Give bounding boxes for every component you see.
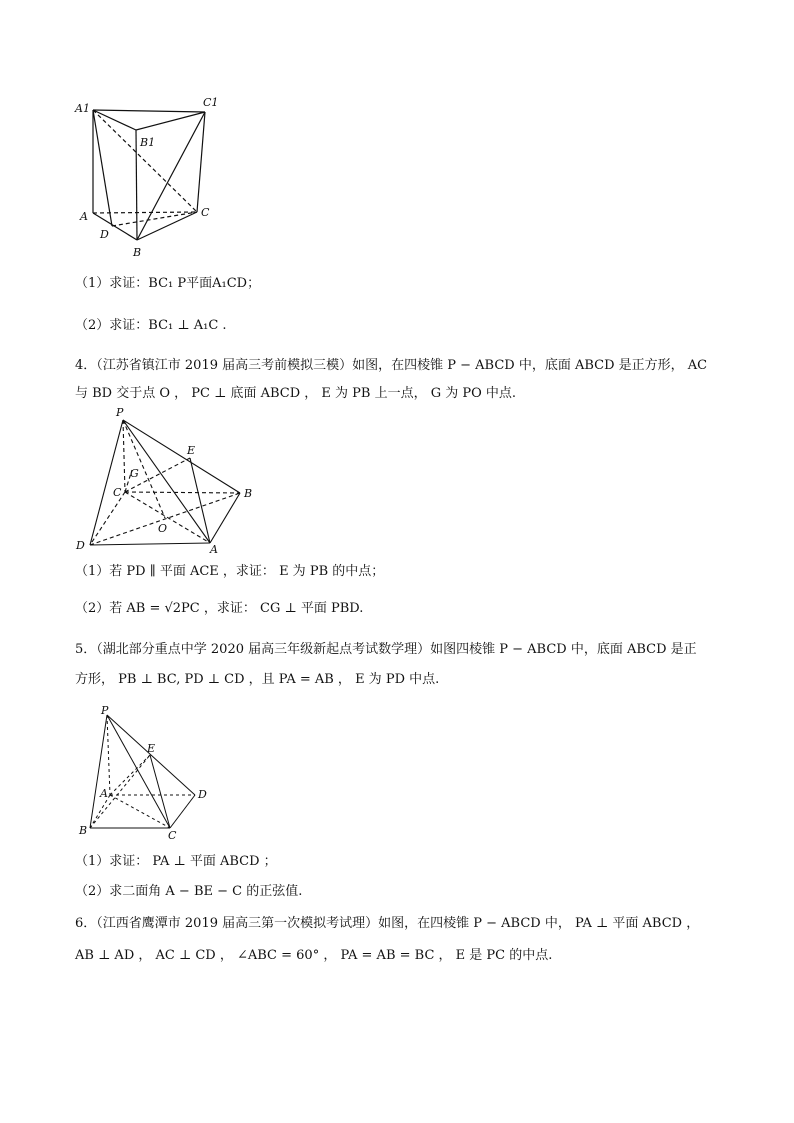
label-g: G — [130, 467, 139, 480]
q5-line2: 方形， PB ⊥ BC, PD ⊥ CD ，且 PA = AB ， E 为 PD 中点. — [75, 672, 440, 687]
label-d: D — [76, 539, 85, 552]
q4-line2: 与 BD 交于点 O ， PC ⊥ 底面 ABCD ， E 为 PB 上一点， G 为 PO 中点. — [75, 386, 517, 401]
pyramid-figure-q4 — [70, 400, 260, 555]
q3-part2: （2）求证：BC₁ ⊥ A₁C . — [75, 318, 227, 333]
q6-line2: AB ⊥ AD ， AC ⊥ CD ， ∠ABC = 60° ， PA = AB = BC ， E 是 PC 的中点. — [75, 948, 553, 963]
label-d: D — [100, 228, 109, 241]
label-b: B — [133, 246, 142, 259]
label-b1: B1 — [140, 136, 156, 149]
label-a1: A1 — [75, 102, 90, 115]
q5-line1: 5．（湖北部分重点中学 2020 届高三年级新起点考试数学理）如图四棱锥 P − ABCD 中，底面 ABCD 是正 — [75, 642, 697, 657]
q3-part1: （1）求证：BC₁ P平面A₁CD； — [75, 276, 261, 291]
label-p: P — [116, 406, 124, 419]
label-c: C — [168, 829, 177, 840]
label-e: E — [187, 444, 196, 457]
label-p: P — [101, 704, 109, 717]
label-a: A — [100, 787, 108, 800]
label-a: A — [210, 543, 218, 555]
label-c: C — [201, 206, 210, 219]
prism-figure — [70, 95, 220, 265]
q6-line1: 6．（江西省鹰潭市 2019 届高三第一次模拟考试理）如图，在四棱锥 P − ABCD 中， PA ⊥ 平面 ABCD ， — [75, 916, 700, 931]
label-c: C — [113, 486, 122, 499]
pyramid-figure-q5 — [75, 700, 210, 840]
q4-part2: （2）若 AB = √2PC ，求证： CG ⊥ 平面 PBD. — [75, 601, 364, 616]
label-e: E — [147, 742, 156, 755]
label-d: D — [198, 788, 207, 801]
q4-part1: （1）若 PD ∥ 平面 ACE ，求证： E 为 PB 的中点； — [75, 564, 385, 579]
label-o: O — [158, 522, 168, 535]
label-c1: C1 — [203, 96, 219, 109]
label-b: B — [79, 824, 88, 837]
label-b: B — [244, 487, 253, 500]
q4-line1: 4．（江苏省镇江市 2019 届高三考前模拟三模）如图，在四棱锥 P − ABCD 中，底面 ABCD 是正方形， AC — [75, 358, 708, 373]
q5-part1: （1）求证： PA ⊥ 平面 ABCD ； — [75, 854, 277, 869]
label-a: A — [80, 210, 88, 223]
q5-part2: （2）求二面角 A − BE − C 的正弦值. — [75, 884, 303, 899]
